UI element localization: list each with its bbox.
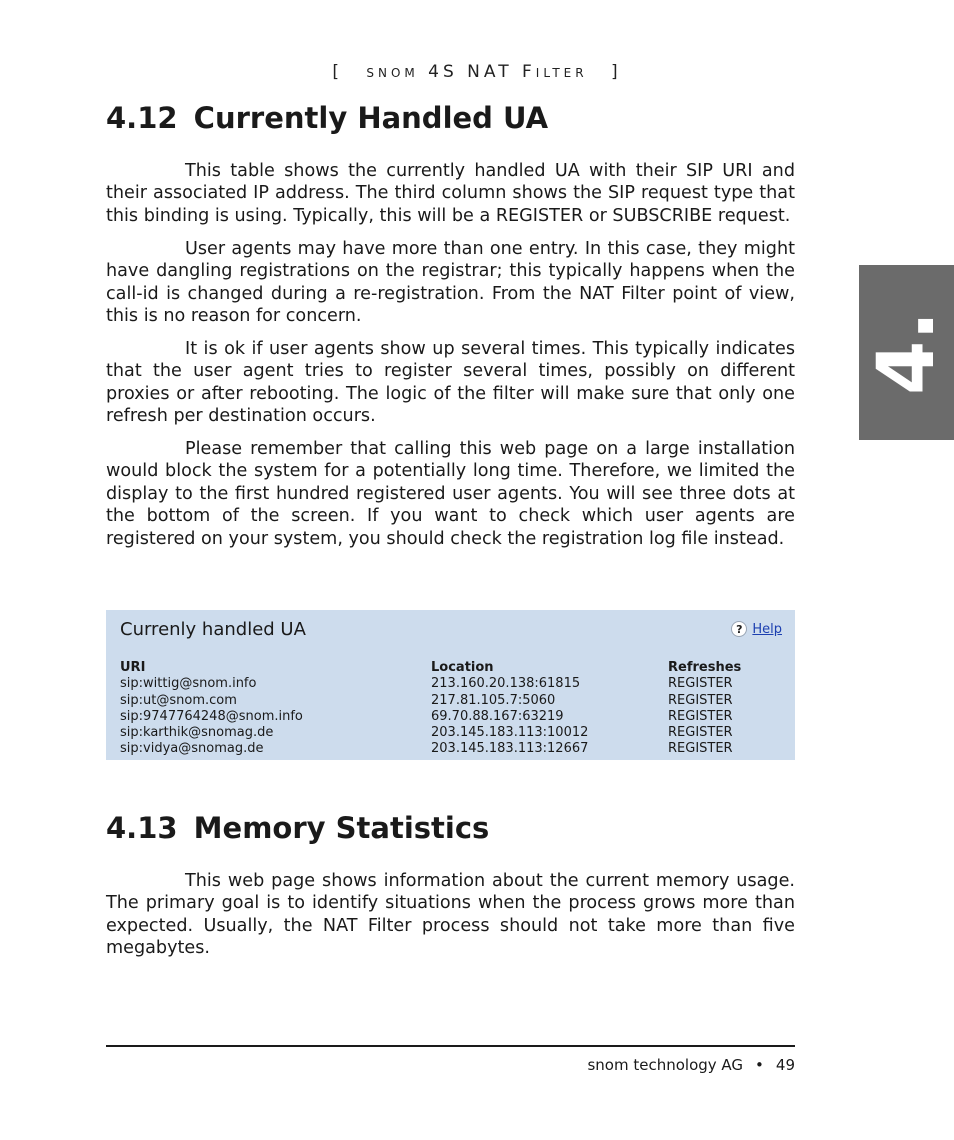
header-title: snom 4S NAT Filter	[366, 62, 588, 82]
table-row	[120, 693, 788, 709]
chapter-tab	[859, 265, 954, 440]
ua-table	[120, 660, 788, 758]
section-4-12-body	[106, 160, 795, 561]
header-close-bracket: ]	[611, 62, 622, 82]
paragraph: Please remember that calling this web page on a large installation would block the system for a potentially long time. Therefore, we limited the display to the first hundred registered user agents. You will see three dots at the bottom of the screen. If you want to check which user agents are registered on your system, you should check the registration log file instead.	[106, 438, 795, 549]
column-header-location: Location	[431, 660, 494, 675]
section-number: 4.12	[106, 101, 178, 135]
cell-refreshes: REGISTER	[668, 741, 733, 757]
footer-company: snom technology AG	[587, 1056, 744, 1074]
cell-location: 203.145.183.113:10012	[431, 725, 589, 741]
table-row	[120, 709, 788, 725]
cell-refreshes: REGISTER	[668, 725, 733, 741]
section-heading-4-12	[106, 101, 548, 135]
cell-uri: sip:vidya@snomag.de	[120, 741, 264, 757]
help-control[interactable]	[731, 621, 782, 637]
cell-refreshes: REGISTER	[668, 708, 733, 724]
header-open-bracket: [	[332, 62, 343, 82]
cell-uri: sip:ut@snom.com	[120, 692, 237, 708]
cell-location: 203.145.183.113:12667	[431, 741, 589, 757]
cell-location: 69.70.88.167:63219	[431, 708, 564, 724]
running-header	[0, 62, 954, 82]
table-header-row	[120, 660, 788, 676]
paragraph: This table shows the currently handled UA with their SIP URI and their associated IP address. The third column shows the SIP request type that this binding is using. Typically, this will be a REGISTER or SUBSCRIBE request.	[106, 161, 795, 226]
footer-separator: •	[755, 1056, 764, 1074]
cell-refreshes: REGISTER	[668, 676, 733, 692]
cell-uri: sip:karthik@snomag.de	[120, 725, 274, 741]
section-number: 4.13	[106, 811, 178, 845]
cell-uri: sip:9747764248@snom.info	[120, 708, 303, 724]
help-icon[interactable]: ?	[731, 621, 747, 637]
section-title: Memory Statistics	[193, 811, 490, 845]
cell-refreshes: REGISTER	[668, 692, 733, 708]
table-row	[120, 676, 788, 692]
section-4-13-body	[106, 870, 795, 970]
chapter-number: 4.	[861, 310, 952, 395]
paragraph: It is ok if user agents show up several times. This typically indicates that the user agent tries to register several times, possibly on different proxies or after rebooting. The logic of the filter will make sure that only one refresh per destination occurs.	[106, 338, 795, 427]
paragraph: User agents may have more than one entry. In this case, they might have dangling registrations on the registrar; this typically happens when the call-id is changed during a re-registration. From the NAT Filter point of view, this is no reason for concern.	[106, 238, 795, 326]
cell-location: 213.160.20.138:61815	[431, 676, 581, 692]
section-title: Currently Handled UA	[193, 101, 549, 135]
table-row	[120, 741, 788, 757]
paragraph: This web page shows information about the current memory usage. The primary goal is to identify situations when the process grows more than expected. Usually, the NAT Filter process should not take more than five megabytes.	[106, 871, 795, 959]
cell-uri: sip:wittig@snom.info	[120, 676, 257, 692]
page-number: 49	[775, 1056, 795, 1074]
panel-title: Currenly handled UA	[120, 619, 306, 640]
table-row	[120, 725, 788, 741]
cell-location: 217.81.105.7:5060	[431, 692, 556, 708]
column-header-uri: URI	[120, 660, 146, 675]
footer-divider	[106, 1045, 795, 1047]
currently-handled-ua-panel	[106, 610, 795, 760]
section-heading-4-13	[106, 811, 489, 845]
page-footer	[587, 1056, 795, 1074]
column-header-refreshes: Refreshes	[668, 660, 742, 675]
help-link[interactable]: Help	[752, 621, 782, 637]
